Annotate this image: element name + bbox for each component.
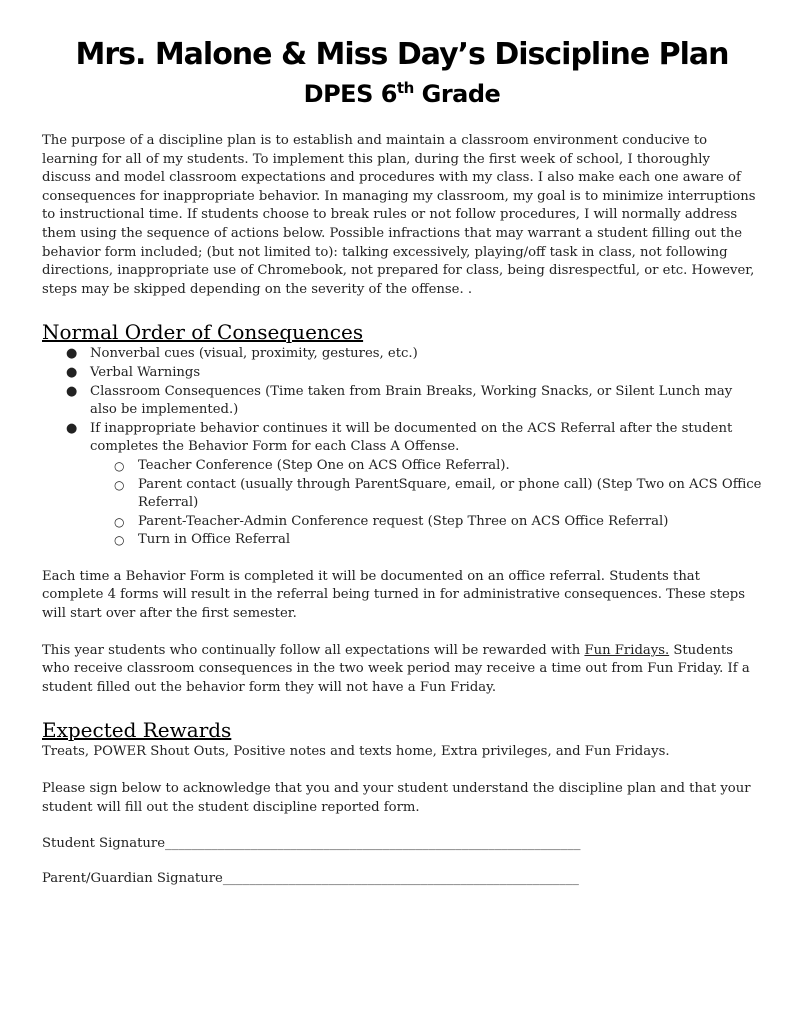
bullet-icon: ● (66, 383, 78, 399)
behavior-form-paragraph: Each time a Behavior Form is completed it will be documented on an office referral. Students that complete 4 forms will result in the referral being turned in for administrative consequences. These steps will start over after the first semester. (42, 568, 746, 622)
fun-friday-paragraph: This year students who continually follow all expectations will be rewarded with Fun Fridays. Students who receive classroom consequences in the two week period may receive a time out from Fun Friday. If a student filled out the behavior form they will not have a Fun Friday. (42, 642, 750, 695)
sublist-item: ○ Parent-Teacher-Admin Conference request (Step Three on ACS Office Referral) (90, 513, 762, 532)
subtitle-prefix: DPES 6 (303, 80, 397, 108)
bullet-icon: ● (66, 364, 78, 380)
hollow-bullet-icon: ○ (114, 458, 125, 473)
acknowledge-paragraph: Please sign below to acknowledge that you and your student understand the discipline plan and that your student will fill out the student discipline reported form. (42, 781, 751, 815)
subtitle-suffix: Grade (413, 80, 501, 108)
hollow-bullet-icon: ○ (114, 514, 125, 529)
list-item: ● Verbal Warnings (42, 364, 762, 383)
parent-signature-line[interactable]: Parent/Guardian Signature______________________________________________________ (42, 870, 579, 886)
sublist-item: ○ Turn in Office Referral (90, 531, 762, 550)
sublist-item: ○ Parent contact (usually through ParentSquare, email, or phone call) (Step Two on ACS Office Referral) (114, 476, 762, 511)
rewards-heading: Expected Rewards (42, 718, 232, 743)
list-item: ● Classroom Consequences (Time taken from Brain Breaks, Working Snacks, or Silent Lunch may also be implemented.) (66, 383, 733, 418)
bullet-icon: ● (66, 346, 78, 362)
list-item: ● Nonverbal cues (visual, proximity, gestures, etc.) (42, 345, 762, 364)
consequences-list (42, 345, 762, 550)
page-title: Mrs. Malone & Miss Day’s Discipline Plan (75, 37, 729, 72)
consequences-sublist (90, 457, 762, 550)
student-signature-line[interactable]: Student Signature_______________________________________________________________ (42, 836, 581, 852)
document-page (42, 28, 762, 888)
hollow-bullet-icon: ○ (114, 477, 125, 492)
hollow-bullet-icon: ○ (114, 533, 125, 548)
consequences-heading: Normal Order of Consequences (42, 320, 364, 345)
fun-fridays-link[interactable]: Fun Fridays. (584, 642, 670, 658)
sublist-item: ○ Teacher Conference (Step One on ACS Office Referral). (90, 457, 762, 476)
page-subtitle (42, 78, 762, 110)
rewards-text: Treats, POWER Shout Outs, Positive notes and texts home, Extra privileges, and Fun Fridays. (42, 744, 670, 760)
bullet-icon: ● (66, 420, 78, 436)
list-item: ● If inappropriate behavior continues it will be documented on the ACS Referral after the student completes the Behavior Form for each Class A Offense. ○ Teacher Conference (Step One on ACS Office Referral). ○ Parent contact (usually through ParentSquare, email, or phone call) (Step Two on ACS Office Referral) ○ Parent-Teacher-Admin Conference request (Step Three on ACS Office Referral) ○ Turn in Office Referral (42, 420, 762, 550)
intro-paragraph: The purpose of a discipline plan is to establish and maintain a classroom environment conducive to learning for all of my students. To implement this plan, during the first week of school, I thoroughly discuss and model classroom expectations and procedures with my class. I also make each one aware of consequences for inappropriate behavior. In managing my classroom, my goal is to minimize interruptions to instructional time. If students choose to break rules or not follow procedures, I will normally address them using the sequence of actions below. Possible infractions that may warrant a student filling out the behavior form included; (but not limited to): talking excessively, playing/off task in class, not following directions, inappropriate use of Chromebook, not prepared for class, being disrespectful, or etc. However, steps may be skipped depending on the severity of the offense. . (42, 133, 756, 297)
subtitle-superscript: th (396, 79, 414, 97)
